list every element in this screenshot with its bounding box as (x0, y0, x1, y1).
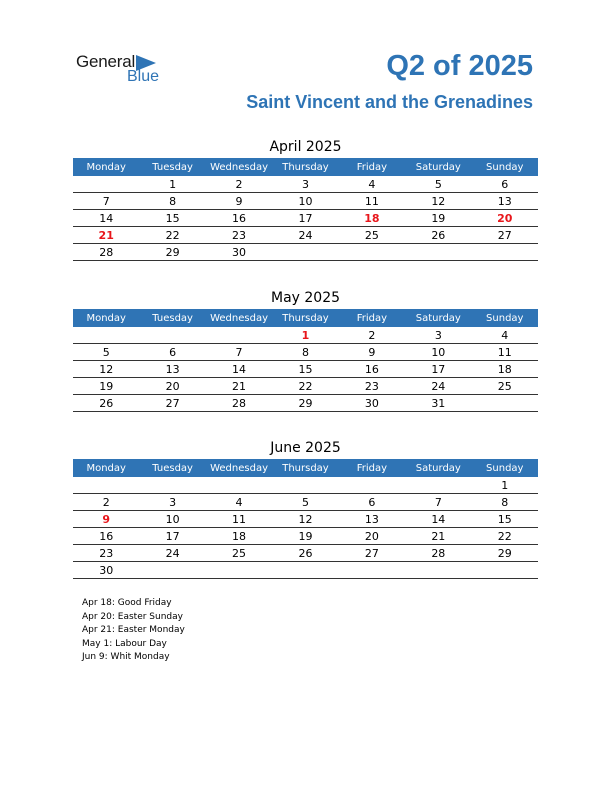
weekday-header: Saturday (405, 158, 471, 176)
day-cell: 11 (206, 511, 272, 528)
day-cell: 17 (272, 210, 338, 227)
weekday-header: Friday (339, 309, 405, 327)
empty-day-cell (472, 562, 538, 579)
day-cell: 13 (339, 511, 405, 528)
day-cell: 16 (73, 528, 139, 545)
week-row (73, 210, 538, 227)
day-cell: 7 (73, 193, 139, 210)
week-row (73, 477, 538, 494)
weekday-header-row (73, 309, 538, 327)
page-title: Q2 of 2025 (386, 50, 533, 82)
day-cell: 26 (73, 395, 139, 412)
day-cell: 24 (272, 227, 338, 244)
day-cell: 14 (405, 511, 471, 528)
empty-day-cell (472, 244, 538, 261)
weekday-header: Tuesday (139, 158, 205, 176)
day-cell: 23 (206, 227, 272, 244)
calendar-grid (73, 309, 538, 412)
month-april (73, 136, 538, 261)
day-cell: 27 (339, 545, 405, 562)
day-cell: 12 (405, 193, 471, 210)
month-title: April 2025 (269, 139, 342, 155)
day-cell: 19 (405, 210, 471, 227)
empty-day-cell (73, 176, 139, 193)
week-row (73, 511, 538, 528)
day-cell: 4 (472, 327, 538, 344)
day-cell: 21 (405, 528, 471, 545)
logo-text-general: General (76, 52, 136, 71)
calendar-grid (73, 459, 538, 579)
month-title: May 2025 (270, 290, 341, 306)
week-row (73, 562, 538, 579)
day-cell: 8 (472, 494, 538, 511)
day-cell: 3 (139, 494, 205, 511)
page-subtitle: Saint Vincent and the Grenadines (246, 92, 533, 112)
day-cell: 24 (139, 545, 205, 562)
day-cell: 30 (73, 562, 139, 579)
empty-day-cell (206, 562, 272, 579)
weekday-header: Wednesday (206, 459, 272, 477)
holiday-entry: Apr 21: Easter Monday (82, 625, 185, 635)
empty-day-cell (206, 477, 272, 494)
day-cell: 22 (272, 378, 338, 395)
day-cell: 25 (472, 378, 538, 395)
empty-day-cell (405, 562, 471, 579)
day-cell: 1 (139, 176, 205, 193)
day-cell: 6 (339, 494, 405, 511)
day-cell: 18 (339, 210, 405, 227)
empty-day-cell (139, 477, 205, 494)
day-cell: 1 (272, 327, 338, 344)
empty-day-cell (139, 327, 205, 344)
week-row (73, 545, 538, 562)
generalblue-logo (76, 52, 176, 88)
day-cell: 15 (139, 210, 205, 227)
day-cell: 29 (139, 244, 205, 261)
week-row (73, 227, 538, 244)
month-title: June 2025 (270, 440, 341, 456)
day-cell: 17 (139, 528, 205, 545)
week-row (73, 528, 538, 545)
weekday-header: Saturday (405, 309, 471, 327)
day-cell: 12 (272, 511, 338, 528)
weekday-header: Sunday (472, 309, 538, 327)
day-cell: 5 (73, 344, 139, 361)
day-cell: 2 (73, 494, 139, 511)
day-cell: 18 (472, 361, 538, 378)
empty-day-cell (73, 327, 139, 344)
day-cell: 19 (272, 528, 338, 545)
day-cell: 15 (272, 361, 338, 378)
day-cell: 10 (405, 344, 471, 361)
week-row (73, 327, 538, 344)
day-cell: 24 (405, 378, 471, 395)
weekday-header-row (73, 459, 538, 477)
empty-day-cell (272, 477, 338, 494)
day-cell: 6 (139, 344, 205, 361)
day-cell: 13 (472, 193, 538, 210)
day-cell: 4 (339, 176, 405, 193)
weekday-header: Wednesday (206, 158, 272, 176)
day-cell: 23 (73, 545, 139, 562)
day-cell: 10 (139, 511, 205, 528)
day-cell: 22 (139, 227, 205, 244)
day-cell: 14 (206, 361, 272, 378)
day-cell: 25 (339, 227, 405, 244)
day-cell: 28 (73, 244, 139, 261)
day-cell: 28 (405, 545, 471, 562)
day-cell: 18 (206, 528, 272, 545)
weekday-header: Sunday (472, 158, 538, 176)
day-cell: 7 (405, 494, 471, 511)
weekday-header: Thursday (272, 158, 338, 176)
empty-day-cell (339, 244, 405, 261)
day-cell: 7 (206, 344, 272, 361)
day-cell: 26 (272, 545, 338, 562)
day-cell: 22 (472, 528, 538, 545)
holiday-entry: Apr 18: Good Friday (82, 598, 172, 608)
week-row (73, 395, 538, 412)
weekday-header: Tuesday (139, 309, 205, 327)
day-cell: 30 (339, 395, 405, 412)
day-cell: 15 (472, 511, 538, 528)
day-cell: 19 (73, 378, 139, 395)
day-cell: 13 (139, 361, 205, 378)
day-cell: 16 (206, 210, 272, 227)
day-cell: 3 (272, 176, 338, 193)
weekday-header: Thursday (272, 459, 338, 477)
day-cell: 25 (206, 545, 272, 562)
day-cell: 9 (73, 511, 139, 528)
day-cell: 1 (472, 477, 538, 494)
day-cell: 16 (339, 361, 405, 378)
weekday-header: Monday (73, 158, 139, 176)
holiday-entry: May 1: Labour Day (82, 638, 167, 649)
day-cell: 20 (339, 528, 405, 545)
weekday-header: Monday (73, 309, 139, 327)
day-cell: 5 (272, 494, 338, 511)
logo-text-blue: Blue (127, 68, 160, 85)
day-cell: 2 (206, 176, 272, 193)
empty-day-cell (339, 562, 405, 579)
week-row (73, 176, 538, 193)
weekday-header: Friday (339, 459, 405, 477)
day-cell: 23 (339, 378, 405, 395)
day-cell: 11 (339, 193, 405, 210)
empty-day-cell (405, 244, 471, 261)
day-cell: 29 (472, 545, 538, 562)
weekday-header: Friday (339, 158, 405, 176)
day-cell: 31 (405, 395, 471, 412)
weekday-header-row (73, 158, 538, 176)
day-cell: 21 (73, 227, 139, 244)
empty-day-cell (405, 477, 471, 494)
empty-day-cell (139, 562, 205, 579)
week-row (73, 494, 538, 511)
weekday-header: Monday (73, 459, 139, 477)
weekday-header: Thursday (272, 309, 338, 327)
day-cell: 20 (472, 210, 538, 227)
day-cell: 2 (339, 327, 405, 344)
empty-day-cell (73, 477, 139, 494)
empty-day-cell (339, 477, 405, 494)
weekday-header: Saturday (405, 459, 471, 477)
day-cell: 29 (272, 395, 338, 412)
holiday-entry: Apr 20: Easter Sunday (82, 611, 183, 622)
week-row (73, 344, 538, 361)
day-cell: 28 (206, 395, 272, 412)
empty-day-cell (206, 327, 272, 344)
day-cell: 4 (206, 494, 272, 511)
month-may (73, 287, 538, 412)
day-cell: 27 (139, 395, 205, 412)
day-cell: 12 (73, 361, 139, 378)
week-row (73, 193, 538, 210)
holiday-list (82, 597, 185, 665)
month-june (73, 437, 538, 579)
weekday-header: Tuesday (139, 459, 205, 477)
weekday-header: Wednesday (206, 309, 272, 327)
day-cell: 20 (139, 378, 205, 395)
day-cell: 11 (472, 344, 538, 361)
day-cell: 26 (405, 227, 471, 244)
calendar-grid (73, 158, 538, 261)
day-cell: 9 (339, 344, 405, 361)
empty-day-cell (472, 395, 538, 412)
empty-day-cell (272, 562, 338, 579)
day-cell: 3 (405, 327, 471, 344)
week-row (73, 378, 538, 395)
day-cell: 17 (405, 361, 471, 378)
day-cell: 10 (272, 193, 338, 210)
week-row (73, 361, 538, 378)
empty-day-cell (272, 244, 338, 261)
day-cell: 14 (73, 210, 139, 227)
day-cell: 27 (472, 227, 538, 244)
day-cell: 5 (405, 176, 471, 193)
day-cell: 6 (472, 176, 538, 193)
day-cell: 8 (272, 344, 338, 361)
weekday-header: Sunday (472, 459, 538, 477)
day-cell: 9 (206, 193, 272, 210)
holiday-entry: Jun 9: Whit Monday (82, 652, 170, 662)
week-row (73, 244, 538, 261)
day-cell: 8 (139, 193, 205, 210)
day-cell: 21 (206, 378, 272, 395)
day-cell: 30 (206, 244, 272, 261)
